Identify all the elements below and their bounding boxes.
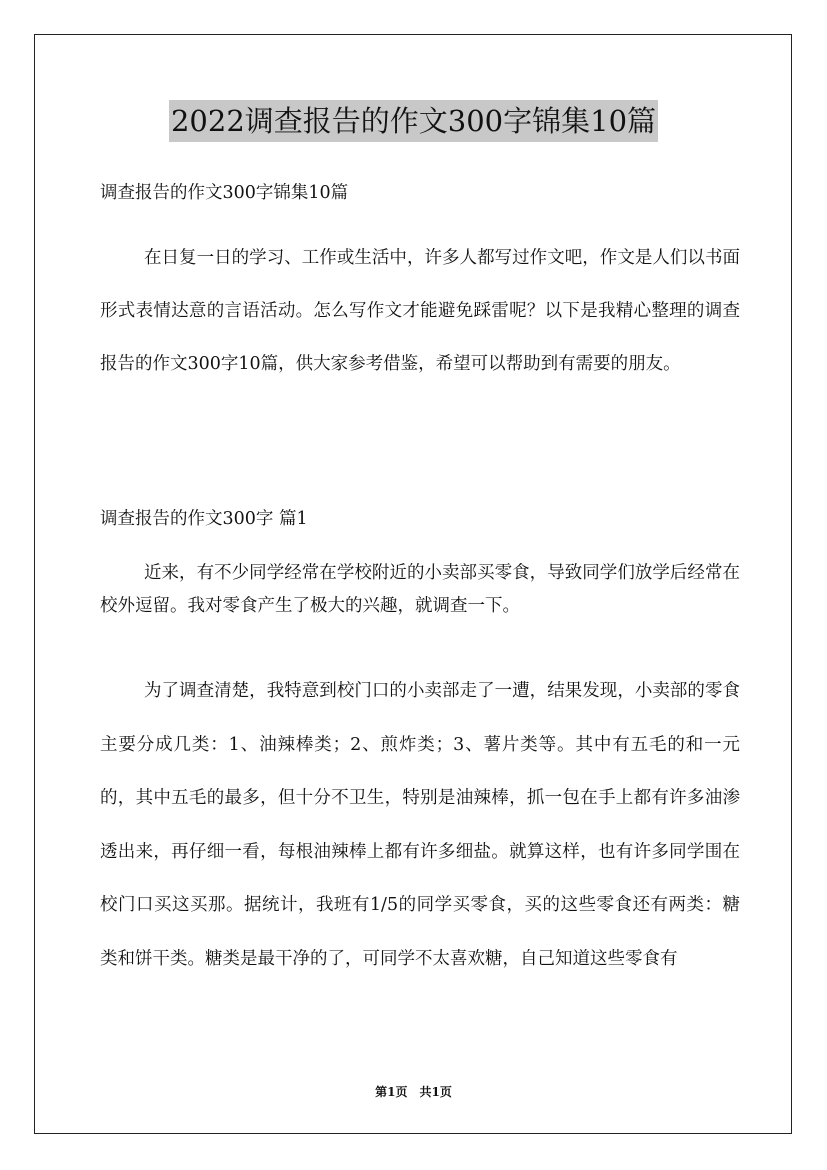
section-heading: 调查报告的作文300字 篇1 <box>100 509 308 529</box>
page-footer: 第1页 共1页 <box>375 1085 452 1099</box>
document-subtitle: 调查报告的作文300字锦集10篇 <box>100 183 349 203</box>
title-container <box>0 100 827 142</box>
document-title: 2022调查报告的作文300字锦集10篇 <box>169 100 658 142</box>
intro-paragraph: 在日复一日的学习、工作或生活中，许多人都写过作文吧，作文是人们以书面形式表情达意的言语活动。怎么写作文才能避免踩雷呢？以下是我精心整理的调查报告的作文300字10篇，供大家参考借鉴，希望可以帮助到有需要的朋友。 <box>100 248 740 374</box>
body-paragraph-1: 近来，有不少同学经常在学校附近的小卖部买零食，导致同学们放学后经常在校外逗留。我对零食产生了极大的兴趣，就调查一下。 <box>100 563 740 616</box>
body-paragraph-2: 为了调查清楚，我特意到校门口的小卖部走了一遭，结果发现，小卖部的零食主要分成几类：1、油辣棒类；2、煎炸类；3、薯片类等。其中有五毛的和一元的，其中五毛的最多，但十分不卫生，特别是油辣棒，抓一包在手上都有许多油渗透出来，再仔细一看，每根油辣棒上都有许多细盐。就算这样，也有许多同学围在校门口买这买那。据统计，我班有1/5的同学买零食，买的这些零食还有两类：糖类和饼干类。糖类是最干净的了，可同学不太喜欢糖，自己知道这些零食有 <box>100 681 740 969</box>
